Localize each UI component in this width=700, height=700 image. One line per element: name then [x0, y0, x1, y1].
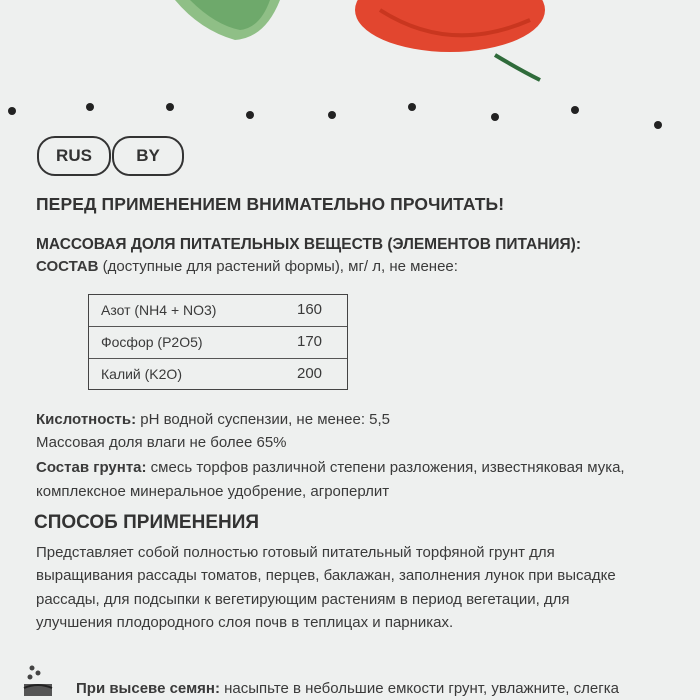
soil-label: Состав грунта: [36, 459, 147, 476]
acidity-label: Кислотность: [36, 411, 137, 428]
sowing-text: насыпьте в небольшие емкости грунт, увлажните, слегка [219, 680, 619, 697]
acidity-line [36, 411, 390, 428]
sowing-line [76, 680, 619, 697]
sowing-label: При высеве семян: [76, 680, 220, 697]
moisture-line: Массовая доля влаги не более 65% [36, 434, 287, 451]
table-row [89, 359, 347, 390]
composition-line [36, 258, 458, 275]
nutrient-name: Азот (NH4 + NO3) [101, 302, 217, 318]
country-badge-by: BY [112, 136, 184, 176]
usage-paragraph-line: Представляет собой полностью готовый питательный торфяной грунт для [36, 544, 555, 561]
vegetable-illustration [0, 0, 700, 90]
usage-title: СПОСОБ ПРИМЕНЕНИЯ [34, 512, 260, 533]
nutrient-value: 160 [297, 301, 323, 318]
mass-fraction-heading: МАССОВАЯ ДОЛЯ ПИТАТЕЛЬНЫХ ВЕЩЕСТВ (ЭЛЕМЕНТОВ ПИТАНИЯ): [36, 236, 582, 253]
nutrient-name: Фосфор (P2O5) [101, 334, 203, 350]
soil-line-2: комплексное минеральное удобрение, агроперлит [36, 483, 390, 500]
nutrient-name: Калий (K2O) [101, 366, 182, 382]
nutrient-value: 200 [297, 365, 323, 382]
table-row [89, 295, 347, 327]
soil-text: смесь торфов различной степени разложения, известняковая мука, [146, 459, 625, 476]
usage-paragraph-line: улучшения плодородного слоя почв в теплицах и парниках. [36, 614, 454, 631]
usage-paragraph-line: рассады, для подсыпки к вегетирующим растениям в период вегетации, для [36, 591, 570, 608]
perforation-row [0, 95, 700, 135]
composition-label: СОСТАВ [36, 258, 99, 275]
usage-paragraph-line: выращивания рассады томатов, перцев, баклажан, заполнения лунок при высадке [36, 567, 616, 584]
soil-line [36, 459, 625, 476]
composition-text: (доступные для растений формы), мг/ л, не менее: [98, 258, 458, 275]
nutrients-table [88, 294, 348, 390]
warning-heading: ПЕРЕД ПРИМЕНЕНИЕМ ВНИМАТЕЛЬНО ПРОЧИТАТЬ! [36, 194, 505, 214]
acidity-text: pH водной суспензии, не менее: 5,5 [136, 411, 391, 428]
table-row [89, 327, 347, 359]
seeds-icon [22, 662, 68, 700]
country-badge-rus: RUS [37, 136, 111, 176]
nutrient-value: 170 [297, 333, 323, 350]
